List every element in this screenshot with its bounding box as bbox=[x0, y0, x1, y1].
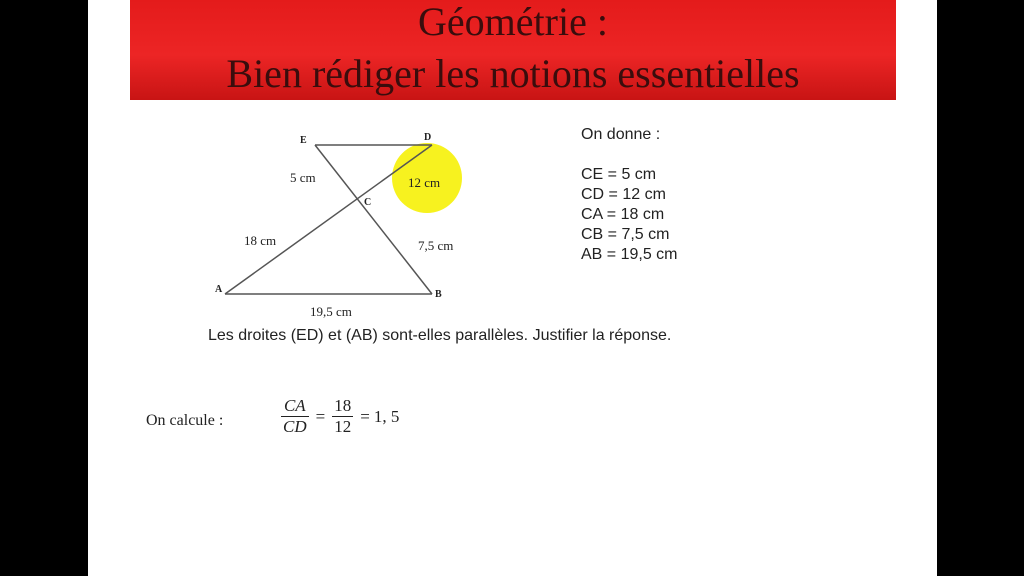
fraction-ca-cd bbox=[281, 396, 309, 437]
equals-sign: = bbox=[360, 406, 370, 426]
point-label-c: C bbox=[364, 197, 372, 208]
calculation-result: 1, 5 bbox=[373, 406, 400, 426]
question-text: Les droites (ED) et (AB) sont-elles parallèles. Justifier la réponse. bbox=[208, 327, 672, 344]
equals-sign: = bbox=[315, 406, 326, 426]
given-item: CD = 12 cm bbox=[581, 186, 666, 203]
fraction-denominator: 12 bbox=[334, 417, 352, 436]
fraction-18-12 bbox=[332, 396, 353, 437]
fraction-denominator: CD bbox=[283, 417, 307, 436]
title-line-2: Bien rédiger les notions essentielles bbox=[226, 51, 800, 96]
segment-ad bbox=[225, 145, 432, 294]
label-ab: 19,5 cm bbox=[310, 304, 352, 319]
calculation-label: On calcule : bbox=[146, 412, 224, 429]
given-data bbox=[581, 125, 678, 265]
point-label-a: A bbox=[215, 284, 223, 295]
label-ca: 18 cm bbox=[244, 233, 277, 248]
calculation-formula bbox=[278, 396, 399, 437]
slide bbox=[88, 0, 937, 576]
given-item: CE = 5 cm bbox=[581, 166, 657, 183]
label-cb: 7,5 cm bbox=[418, 238, 454, 253]
given-heading: On donne : bbox=[581, 126, 661, 143]
point-label-e: E bbox=[300, 135, 307, 146]
given-item: CA = 18 cm bbox=[581, 206, 665, 223]
point-label-b: B bbox=[435, 289, 442, 300]
label-ce: 5 cm bbox=[290, 170, 316, 185]
title-line-1: Géométrie : bbox=[418, 0, 608, 44]
point-label-d: D bbox=[424, 132, 432, 143]
fraction-numerator: 18 bbox=[334, 396, 352, 415]
given-item: CB = 7,5 cm bbox=[581, 226, 670, 243]
given-item: AB = 19,5 cm bbox=[581, 246, 678, 263]
label-cd: 12 cm bbox=[408, 175, 441, 190]
geometry-figure bbox=[88, 0, 937, 576]
fraction-numerator: CA bbox=[283, 396, 306, 415]
